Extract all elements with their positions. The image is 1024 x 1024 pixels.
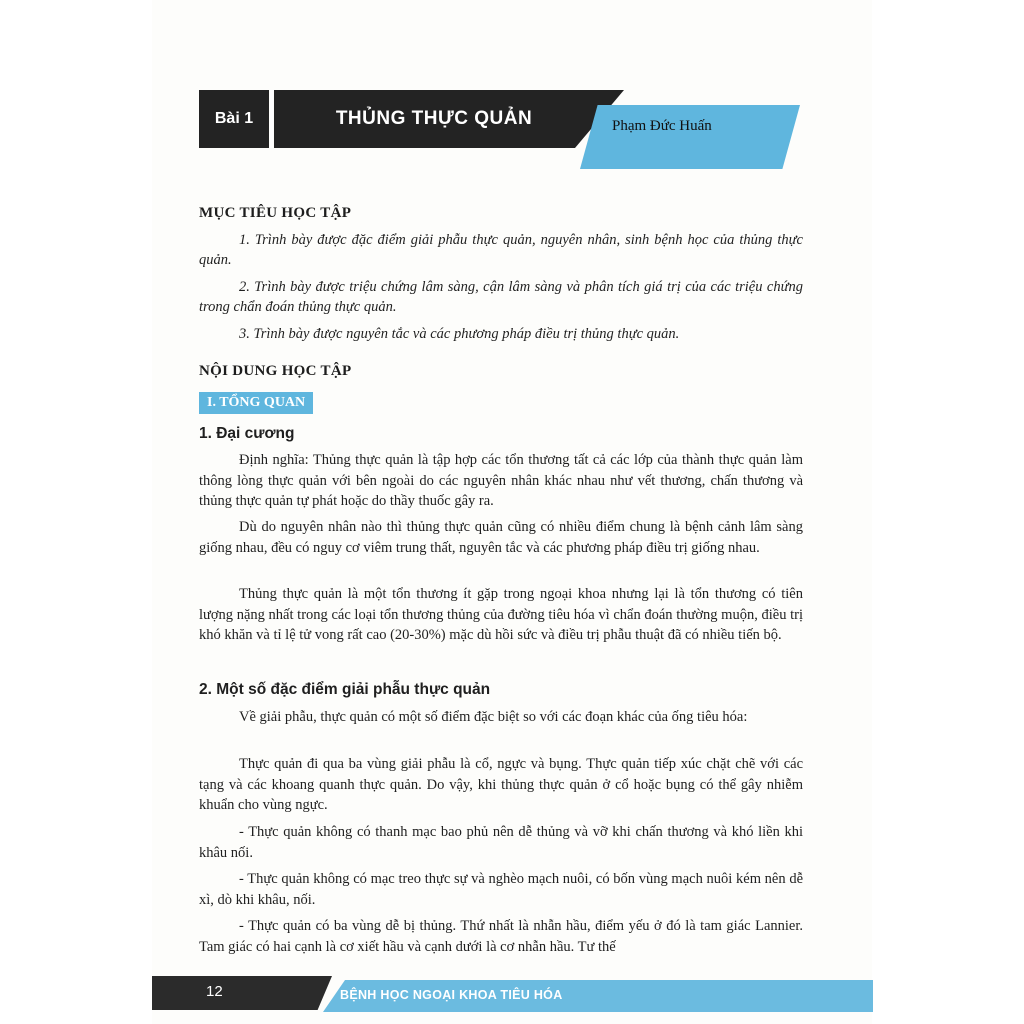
paragraph-anatomy-regions: Thực quản đi qua ba vùng giải phẫu là cổ, ngực và bụng. Thực quản tiếp xúc chặt chẽ với các tạng và các khoang quanh thực quản. Do vậy, khi thủng thực quản ở cổ hoặc bụng có thể gây nhiễm khuẩn cho vùng ngực. — [199, 756, 803, 813]
section-tag: I. TỔNG QUAN — [199, 392, 313, 414]
paragraph-anatomy-intro: Về giải phẫu, thực quản có một số điểm đặc biệt so với các đoạn khác của ống tiêu hóa: — [239, 709, 748, 725]
paragraph-common-features: Dù do nguyên nhân nào thì thủng thực quản cũng có nhiều điểm chung là bệnh cảnh lâm sàng giống nhau, đều có nguy cơ viêm trung thất, nguyên tắc và các phương pháp điều trị giống nhau. — [199, 519, 803, 556]
chapter-header — [0, 0, 1024, 190]
objectives-heading: MỤC TIÊU HỌC TẬP — [199, 205, 352, 221]
subsection-title-1: 1. Đại cương — [199, 425, 295, 442]
paragraph-definition: Định nghĩa: Thủng thực quản là tập hợp các tổn thương tất cả các lớp của thành thực quản làm thông lòng thực quản với bên ngoài do các nguyên nhân khác nhau như vết thương, chấn thương và thủng thực quản tự phát hoặc do thầy thuốc gây ra. — [199, 452, 803, 509]
objective-item-2: 2. Trình bày được triệu chứng lâm sàng, cận lâm sàng và phân tích giá trị của các triệu chứng trong chẩn đoán thủng thực quản. — [199, 279, 803, 315]
objective-item-1: 1. Trình bày được đặc điểm giải phẫu thực quản, nguyên nhân, sinh bệnh học của thủng thực quản. — [199, 232, 803, 268]
author-name: Phạm Đức Huấn — [612, 118, 712, 134]
book-title: BỆNH HỌC NGOẠI KHOA TIÊU HÓA — [340, 988, 563, 1002]
paragraph-prognosis: Thủng thực quản là một tổn thương ít gặp trong ngoại khoa nhưng lại là tổn thương có tiên lượng nặng nhất trong các loại tổn thương thủng của đường tiêu hóa vì chẩn đoán thường muộn, điều trị khó khăn và tỉ lệ tử vong rất cao (20-30%) mặc dù hồi sức và điều trị phẫu thuật đã có nhiều tiến bộ. — [199, 586, 803, 643]
footer-number-banner — [152, 976, 332, 1010]
header-divider — [270, 90, 273, 148]
chapter-title: THỦNG THỰC QUẢN — [335, 108, 533, 129]
objective-item-3: 3. Trình bày được nguyên tắc và các phương pháp điều trị thủng thực quản. — [239, 326, 680, 342]
paragraph-weak-zones: - Thực quản có ba vùng dễ bị thủng. Thứ nhất là nhẫn hầu, điểm yếu ở đó là tam giác Lannier. Tam giác có hai cạnh là cơ xiết hầu và cạnh dưới là cơ nhẫn hầu. Tư thế — [199, 918, 803, 955]
lesson-number: Bài 1 — [199, 90, 269, 148]
content-heading: NỘI DUNG HỌC TẬP — [199, 363, 352, 379]
subsection-title-2: 2. Một số đặc điểm giải phẫu thực quản — [199, 681, 491, 698]
page-number: 12 — [206, 983, 223, 1000]
paragraph-no-mesentery: - Thực quản không có mạc treo thực sự và nghèo mạch nuôi, có bốn vùng mạch nuôi kém nên dễ xì, dò khi khâu, nối. — [199, 871, 803, 908]
paragraph-no-serosa: - Thực quản không có thanh mạc bao phủ nên dễ thủng và vỡ khi chấn thương và khó liền khi khâu nối. — [199, 824, 803, 861]
